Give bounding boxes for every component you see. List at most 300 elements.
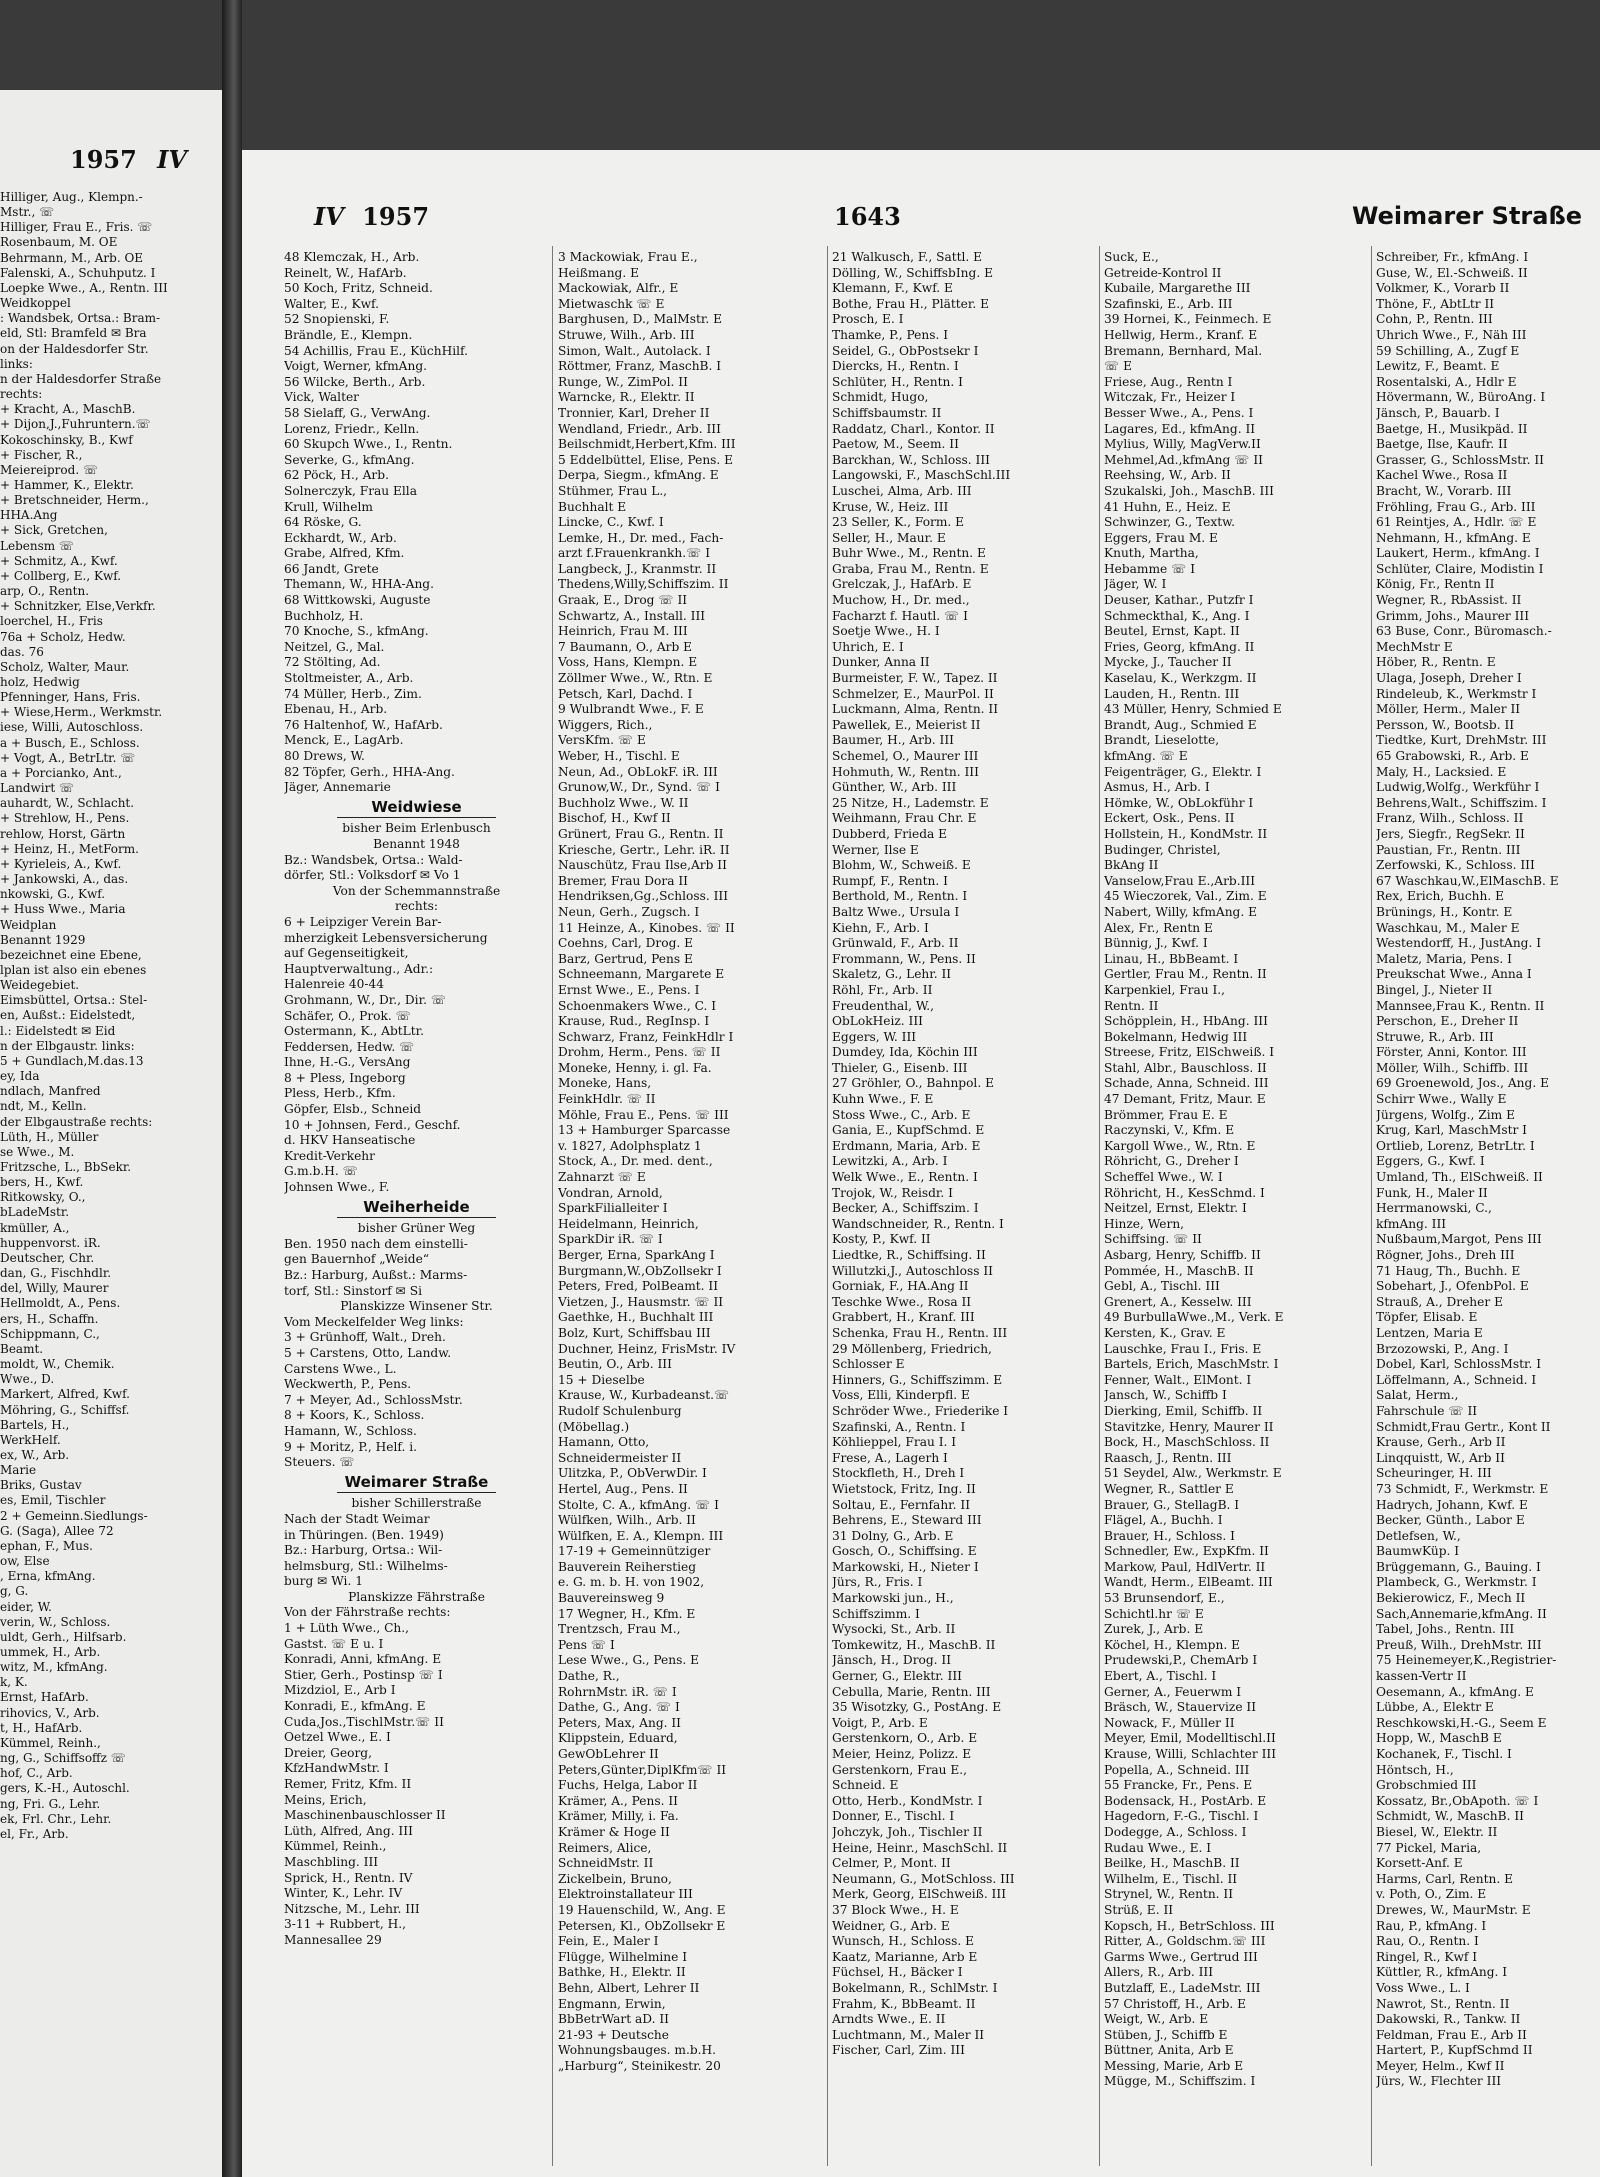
directory-entry: Budinger, Christel, [1104, 842, 1221, 857]
street-note: rechts: [395, 899, 438, 914]
directory-entry: Jäger, W. I [1104, 577, 1167, 592]
directory-entry: Korsett-Anf. E [1376, 1856, 1463, 1871]
directory-entry: Feigenträger, G., Elektr. I [1104, 764, 1262, 779]
directory-entry: Weckwerth, P., Pens. [284, 1377, 412, 1392]
directory-entry: Kopsch, H., BetrSchloss. III [1104, 1918, 1275, 1933]
directory-entry: Schlüter, Claire, Modistin I [1376, 561, 1544, 576]
directory-entry: Mietwaschk ☏ E [558, 296, 665, 311]
directory-entry: 77 Pickel, Maria, [1376, 1840, 1482, 1855]
directory-entry: Lewitzki, A., Arb. I [832, 1154, 948, 1169]
directory-entry: Gosch, O., Schiffsing. E [832, 1544, 977, 1559]
directory-entry: + Huss Wwe., Maria [0, 902, 126, 917]
directory-entry: Baetge, Ilse, Kaufr. II [1376, 437, 1508, 452]
directory-entry: Büttner, Anita, Arb E [1104, 2043, 1234, 2058]
directory-entry: torf, Stl.: Sinstorf ✉ Si [284, 1283, 423, 1298]
directory-entry: Köchel, H., Klempn. E [1104, 1637, 1240, 1652]
directory-entry: Mannsee,Frau K., Rentn. II [1376, 998, 1545, 1013]
directory-entry: huppenvorst. iR. [0, 1235, 101, 1250]
directory-entry: Krämer & Hoge II [558, 1824, 670, 1839]
directory-entry: 48 Klemczak, H., Arb. [284, 250, 420, 264]
directory-entry: Soltau, E., Fernfahr. II [832, 1497, 971, 1512]
directory-entry: Freudenthal, W., [832, 998, 935, 1013]
directory-entry: Hertel, Aug., Pens. II [558, 1481, 688, 1496]
directory-entry: ndt, M., Kelln. [0, 1099, 87, 1114]
directory-entry: ng, Fri. G., Lehr. [0, 1796, 101, 1811]
directory-entry: Gastst. ☏ E u. I [284, 1636, 384, 1651]
directory-entry: Derpa, Siegm., kfmAng. E [558, 468, 719, 483]
directory-entry: Rosentalski, A., Hdlr E [1376, 374, 1517, 389]
directory-entry: Bräsch, W., Stauervize II [1104, 1700, 1257, 1715]
directory-entry: Tronnier, Karl, Dreher II [558, 405, 710, 420]
directory-entry: Klippstein, Eduard, [558, 1731, 678, 1746]
directory-entry: Kruse, W., Heiz. III [832, 499, 949, 514]
directory-entry: iese, Willi, Autoschloss. [0, 720, 144, 735]
directory-entry: Thamke, P., Pens. I [832, 327, 949, 342]
directory-entry: Reehsing, W., Arb. II [1104, 468, 1231, 483]
directory-entry: Stoss Wwe., C., Arb. E [832, 1107, 971, 1122]
directory-entry: Barz, Gertrud, Pens E [558, 951, 693, 966]
directory-entry: Tiedtke, Kurt, DrehMstr. III [1376, 733, 1547, 748]
directory-entry: Jänsch, H., Drog. II [832, 1653, 952, 1668]
directory-entry: Ritkowsky, O., [0, 1190, 86, 1205]
directory-entry: + Jankowski, A., das. [0, 872, 129, 887]
directory-entry: Cebulla, Marie, Rentn. III [832, 1684, 991, 1699]
directory-entry: Burgmann,W.,ObZollsekr I [558, 1263, 722, 1278]
directory-entry: Szafinski, A., Rentn. I [832, 1419, 966, 1434]
directory-entry: Brandt, Aug., Schmied E [1104, 717, 1257, 732]
directory-entry: Cuda,Jos.,TischlMstr.☏ II [284, 1714, 444, 1729]
directory-entry: Trojok, W., Reisdr. I [832, 1185, 953, 1200]
right-page-roman: IV [314, 202, 344, 231]
directory-entry: Meins, Erich, [284, 1792, 367, 1807]
left-page-roman: IV [157, 145, 188, 174]
directory-entry: Duchner, Heinz, FrisMstr. IV [558, 1341, 736, 1356]
directory-entry: Erdmann, Maria, Arb. E [832, 1138, 981, 1153]
directory-entry: gers, K.-H., Autoschl. [0, 1781, 130, 1796]
directory-entry: Strauß, A., Dreher E [1376, 1294, 1503, 1309]
directory-entry: ow, Else [0, 1554, 50, 1569]
directory-entry: Scholz, Walter, Maur. [0, 659, 130, 674]
directory-entry: Berger, Erna, SparkAng I [558, 1248, 715, 1262]
directory-entry: Lüth, Alfred, Ang. III [284, 1823, 413, 1838]
directory-entry: Allers, R., Arb. III [1104, 1965, 1214, 1980]
directory-entry: Schichtl.hr ☏ E [1104, 1606, 1204, 1621]
directory-entry: Nabert, Willy, kfmAng. E [1104, 904, 1257, 919]
directory-entry: + Schnitzker, Else,Verkfr. [0, 599, 156, 614]
directory-entry: der Elbgaustraße rechts: [0, 1114, 153, 1129]
directory-entry: Töpfer, Elisab. E [1376, 1310, 1478, 1325]
directory-entry: Schippmann, C., [0, 1326, 100, 1341]
directory-entry: Lewitz, F., Beamt. E [1376, 359, 1500, 374]
directory-entry: : Wandsbek, Ortsa.: Bram- [0, 311, 161, 326]
directory-entry: 71 Haug, Th., Buchh. E [1376, 1263, 1521, 1278]
directory-entry: Beamt. [0, 1341, 44, 1356]
directory-entry: Pommée, H., MaschB. II [1104, 1263, 1254, 1278]
directory-entry: Fein, E., Maler I [558, 1934, 659, 1949]
directory-entry: Brünings, H., Kontr. E [1376, 904, 1513, 919]
directory-entry: Meyer, Emil, Modelltischl.II [1104, 1731, 1276, 1746]
directory-entry: Persson, W., Bootsb. II [1376, 717, 1515, 732]
directory-entry: Neitzel, Ernst, Elektr. I [1104, 1201, 1247, 1216]
directory-entry: 9 + Moritz, P., Helf. i. [284, 1439, 418, 1454]
directory-entry: Thieler, G., Eisenb. III [832, 1060, 968, 1075]
directory-entry: Prosch, E. I [832, 312, 904, 327]
directory-entry: (Möbellag.) [558, 1419, 630, 1434]
directory-entry: Dathe, R., [558, 1669, 620, 1684]
directory-entry: Szukalski, Joh., MaschB. III [1104, 483, 1274, 498]
directory-entry: Rudolf Schulenburg [558, 1403, 682, 1418]
directory-entry: Baltz Wwe., Ursula I [832, 904, 960, 919]
directory-entry: Bekierowicz, F., Mech II [1376, 1591, 1526, 1606]
directory-entry: Landwirt ☏ [0, 781, 75, 796]
directory-entry: Krause, Rud., RegInsp. I [558, 1014, 710, 1029]
directory-entry: Hauptverwaltung., Adr.: [284, 961, 434, 976]
directory-entry: el, Fr., Arb. [0, 1826, 69, 1841]
directory-entry: + Vogt, A., BetrLtr. ☏ [0, 750, 136, 765]
directory-entry: Schemel, O., Maurer III [832, 749, 979, 763]
directory-entry: BkAng II [1104, 858, 1159, 873]
directory-entry: Rau, O., Rentn. I [1376, 1934, 1479, 1949]
directory-entry: Bünnig, J., Kwf. I [1104, 936, 1208, 951]
directory-entry: Schlosser E [832, 1357, 905, 1372]
directory-entry: 61 Reintjes, A., Hdlr. ☏ E [1376, 515, 1537, 530]
directory-entry: Alex, Fr., Rentn E [1104, 920, 1213, 935]
column-divider [552, 246, 553, 2166]
directory-entry: Liedtke, R., Schiffsing. II [832, 1248, 986, 1262]
directory-entry: 23 Seller, K., Form. E [832, 515, 965, 530]
directory-entry: Weidegebiet. [0, 978, 80, 993]
directory-entry: Hinners, G., Schiffszimm. E [832, 1372, 1003, 1387]
directory-entry: eider, W. [0, 1599, 52, 1614]
directory-entry: Hopp, W., MaschB E [1376, 1731, 1502, 1746]
directory-entry: Weidkoppel [0, 296, 71, 311]
directory-entry: Preukschat Wwe., Anna I [1376, 967, 1532, 982]
directory-entry: 7 Baumann, O., Arb E [558, 639, 693, 654]
directory-entry: Voss Wwe., L. I [1376, 1980, 1470, 1995]
directory-entry: Schmidt, W., MaschB. II [1376, 1809, 1524, 1824]
directory-entry: 72 Stölting, Ad. [284, 655, 381, 670]
directory-entry: 6 + Leipziger Verein Bar- [284, 914, 442, 929]
directory-entry: Wietstock, Fritz, Ing. II [832, 1481, 976, 1496]
directory-entry: Rau, P., kfmAng. I [1376, 1918, 1487, 1933]
directory-entry: + Fischer, R., [0, 447, 83, 462]
directory-entry: BaumwKüp. I [1376, 1544, 1460, 1559]
directory-entry: Walter, E., Kwf. [284, 296, 379, 311]
directory-entry: Lemke, H., Dr. med., Fach- [558, 530, 724, 545]
directory-entry: Grünwald, F., Arb. II [832, 936, 959, 951]
directory-entry: Lauschke, Frau I., Fris. E [1104, 1341, 1262, 1356]
directory-entry: 5 + Carstens, Otto, Landw. [284, 1345, 452, 1360]
directory-entry: kmüller, A., [0, 1220, 70, 1235]
directory-entry: 5 + Gundlach,M.das.13 [0, 1053, 144, 1068]
directory-entry: Ihne, H.-G., VersAng [284, 1055, 411, 1070]
directory-entry: Weidner, G., Arb. E [832, 1918, 950, 1933]
directory-entry: Umland, Th., ElSchweiß. II [1376, 1170, 1543, 1185]
directory-entry: Behrens, E., Steward III [832, 1513, 982, 1528]
directory-entry: Detlefsen, W., [1376, 1528, 1461, 1543]
directory-entry: Franz, Wilh., Schloss. II [1376, 811, 1524, 826]
directory-entry: Herrmanowski, C., [1376, 1201, 1492, 1216]
directory-entry: ex, W., Arb. [0, 1447, 70, 1462]
directory-entry: Becker, Günth., Labor E [1376, 1513, 1525, 1528]
directory-entry: Wysocki, St., Arb. II [832, 1622, 956, 1637]
directory-entry: Beutin, O., Arb. III [558, 1357, 672, 1372]
directory-entry: 76a + Scholz, Hedw. [0, 629, 126, 644]
directory-entry: Heidelmann, Heinrich, [558, 1216, 699, 1231]
directory-entry: Raasch, J., Rentn. III [1104, 1450, 1232, 1465]
directory-entry: Willutzki,J., Autoschloss II [832, 1263, 993, 1278]
directory-entry: Zahnarzt ☏ E [558, 1170, 646, 1185]
directory-entry: Bokelmann, Hedwig III [1104, 1029, 1248, 1044]
directory-entry: Heine, Heinr., MaschSchl. II [832, 1840, 1008, 1855]
directory-entry: 51 Seydel, Alw., Werkmstr. E [1104, 1466, 1282, 1481]
column-divider [1371, 246, 1372, 2166]
directory-entry: Höntsch, H., [1376, 1762, 1454, 1777]
directory-entry: Krause, W., Kurbadeanst.☏ [558, 1388, 730, 1403]
directory-entry: Markert, Alfred, Kwf. [0, 1387, 130, 1402]
directory-entry: rechts: [0, 387, 43, 402]
directory-entry: Buchholz, H. [284, 608, 364, 623]
directory-entry: Wendland, Friedr., Arb. III [558, 421, 721, 436]
directory-entry: Schlüter, H., Rentn. I [832, 374, 963, 389]
directory-entry: Hadrych, Johann, Kwf. E [1376, 1497, 1528, 1512]
directory-entry: Dumdey, Ida, Köchin III [832, 1045, 978, 1060]
directory-entry: dan, G., Fischhdlr. [0, 1266, 112, 1281]
directory-entry: Oetzel Wwe., E. I [284, 1730, 391, 1745]
directory-entry: Meiereiprod. ☏ [0, 462, 98, 477]
directory-entry: Laukert, Herm., kfmAng. I [1376, 546, 1540, 561]
directory-entry: Fahrschule ☏ II [1376, 1403, 1478, 1418]
directory-entry: 66 Jandt, Grete [284, 561, 379, 576]
directory-entry: + Hammer, K., Elektr. [0, 477, 134, 492]
directory-entry: Möller, Herm., Maler II [1376, 702, 1521, 717]
directory-entry: G. (Saga), Allee 72 [0, 1523, 114, 1538]
directory-entry: Werner, Ilse E [832, 842, 919, 857]
directory-entry: a + Porcianko, Ant., [0, 765, 122, 780]
directory-entry: Plambeck, G., Werkmstr. I [1376, 1575, 1537, 1590]
directory-entry: 53 Brunsendorf, E., [1104, 1591, 1225, 1606]
directory-entry: Hömke, W., ObLokführ I [1104, 795, 1254, 810]
directory-entry: g, G. [0, 1584, 29, 1599]
directory-entry: Linqquistt, W., Arb II [1376, 1450, 1505, 1465]
directory-entry: Pens ☏ I [558, 1637, 615, 1652]
directory-entry: 52 Snopienski, F. [284, 312, 390, 327]
directory-entry: Bz.: Harburg, Außst.: Marms- [284, 1268, 468, 1282]
directory-entry: 31 Dolny, G., Arb. E [832, 1528, 954, 1543]
directory-entry: 55 Francke, Fr., Pens. E [1104, 1778, 1253, 1793]
directory-entry: Krämer, Milly, i. Fa. [558, 1809, 679, 1824]
directory-entry: Bokelmann, R., SchlMstr. I [832, 1980, 998, 1995]
directory-entry: Schade, Anna, Schneid. III [1104, 1076, 1269, 1091]
directory-entry: Zerfowski, K., Schloss. III [1376, 858, 1535, 873]
directory-entry: Schiffsbaumstr. II [832, 405, 942, 420]
directory-entry: WerkHelf. [0, 1432, 61, 1447]
directory-entry: Uhrich Wwe., F., Näh III [1376, 327, 1527, 342]
directory-entry: Lebensm ☏ [0, 538, 74, 553]
directory-entry: Drohm, Herm., Pens. ☏ II [558, 1045, 721, 1060]
directory-entry: Schmeckthal, K., Ang. I [1104, 608, 1250, 623]
directory-entry: Biesel, W., Elektr. II [1376, 1824, 1498, 1839]
directory-entry: Konradi, E., kfmAng. E [284, 1699, 426, 1714]
directory-entry: Stoltmeister, A., Arb. [284, 671, 414, 686]
directory-entry: d. HKV Hanseatische [284, 1133, 416, 1148]
directory-entry: Flügge, Wilhelmine I [558, 1949, 688, 1964]
directory-entry: Behrmann, M., Arb. OE [0, 250, 144, 265]
directory-entry: Simon, Walt., Autolack. I [558, 343, 711, 358]
directory-entry: 60 Skupch Wwe., I., Rentn. [284, 437, 453, 452]
directory-entry: Löffelmann, A., Schneid. I [1376, 1372, 1537, 1387]
directory-entry: rihovics, V., Arb. [0, 1705, 100, 1720]
directory-entry: Sprick, H., Rentn. IV [284, 1870, 413, 1885]
directory-entry: Hövermann, W., BüroAng. I [1376, 390, 1546, 405]
directory-entry: Meyer, Helm., Kwf II [1376, 2058, 1505, 2073]
directory-entry: Buchholz Wwe., W. II [558, 795, 689, 810]
directory-entry: Otto, Herb., KondMstr. I [832, 1793, 983, 1808]
directory-entry: Rindeleub, K., Werkmstr I [1376, 686, 1537, 701]
directory-entry: Grabe, Alfred, Kfm. [284, 546, 405, 561]
directory-column-3 [832, 250, 1096, 2059]
directory-entry: Popella, A., Schneid. III [1104, 1762, 1250, 1777]
right-page-header-left [314, 202, 429, 231]
directory-entry: Wohnungsbauges. m.b.H. [558, 2043, 717, 2058]
directory-entry: Schneemann, Margarete E [558, 967, 725, 982]
directory-entry: Peters,Günter,DiplKfm☏ II [558, 1762, 727, 1777]
directory-entry: auhardt, W., Schlacht. [0, 796, 135, 811]
directory-entry: Lorenz, Friedr., Kelln. [284, 421, 420, 436]
directory-entry: nkowski, G., Kwf. [0, 887, 106, 902]
directory-entry: Dubberd, Frieda E [832, 826, 948, 841]
directory-entry: se Wwe., M. [0, 1144, 75, 1159]
directory-entry: ☏ E [1104, 359, 1133, 374]
directory-entry: Bock, H., MaschSchloss. II [1104, 1435, 1270, 1450]
directory-entry: Jers, Siegfr., RegSekr. II [1376, 826, 1525, 841]
directory-entry: Thedens,Willy,Schiffszim. II [558, 577, 729, 592]
directory-entry: Gerner, A., Feuerwm I [1104, 1684, 1242, 1699]
directory-entry: ObLokHeiz. III [832, 1014, 923, 1029]
directory-entry: Kümmel, Reinh., [0, 1735, 101, 1750]
directory-entry: 63 Buse, Conr., Büromasch.- [1376, 624, 1552, 639]
directory-entry: 45 Wieczorek, Val., Zim. E [1104, 889, 1267, 904]
directory-entry: Jürs, R., Fris. I [832, 1575, 923, 1590]
street-heading: Weidwiese [371, 799, 462, 816]
directory-entry: Lübbe, A., Elektr E [1376, 1700, 1494, 1715]
directory-entry: bezeichnet eine Ebene, [0, 947, 142, 962]
directory-entry: Strüß, E. II [1104, 1902, 1174, 1917]
directory-entry: 74 Müller, Herb., Zim. [284, 686, 422, 701]
directory-entry: Hohmuth, W., Rentn. III [832, 764, 979, 779]
directory-entry: Stier, Gerh., Postinsp ☏ I [284, 1667, 443, 1682]
directory-entry: Maly, H., Lacksied. E [1376, 764, 1507, 779]
directory-entry: Reschkowski,H.-G., Seem E [1376, 1715, 1547, 1730]
directory-entry: Günther, W., Arb. III [832, 780, 957, 795]
directory-entry: + Kyrieleis, A., Kwf. [0, 856, 122, 871]
directory-entry: Wunsch, H., Schloss. E [832, 1934, 975, 1949]
directory-entry: Tabel, Johs., Rentn. III [1376, 1622, 1515, 1637]
directory-entry: 70 Knoche, S., kfmAng. [284, 624, 429, 639]
directory-entry: Hellmoldt, A., Pens. [0, 1296, 121, 1311]
directory-entry: ng, G., Schiffsoffz ☏ [0, 1751, 126, 1766]
directory-entry: Harms, Carl, Rentn. E [1376, 1871, 1513, 1886]
directory-entry: Berthold, M., Rentn. I [832, 889, 968, 904]
directory-entry: Fenner, Walt., ElMont. I [1104, 1372, 1252, 1387]
directory-entry: Celmer, P., Mont. II [832, 1856, 951, 1871]
directory-entry: Vanselow,Frau E.,Arb.III [1104, 873, 1256, 888]
directory-entry: Sobehart, J., OfenbPol. E [1376, 1279, 1529, 1294]
directory-entry: Peters, Fred, PolBeamt. II [558, 1279, 719, 1294]
directory-entry: Engmann, Erwin, [558, 1996, 666, 2011]
directory-entry: Brändle, E., Klempn. [284, 327, 413, 342]
directory-entry: Uhrich, E. I [832, 639, 904, 654]
directory-entry: 25 Nitze, H., Lademstr. E [832, 795, 989, 810]
directory-entry: Welk Wwe., E., Rentn. I [832, 1170, 978, 1185]
directory-entry: 39 Hornei, K., Feinmech. E [1104, 312, 1272, 327]
directory-entry: Kosty, P., Kwf. II [832, 1232, 931, 1247]
directory-entry: Krull, Wilhelm [284, 499, 373, 514]
directory-entry: Schmelzer, E., MaurPol. II [832, 686, 994, 701]
street-note: Benannt 1948 [373, 836, 460, 851]
directory-entry: Grabbert, H., Kranf. III [832, 1310, 975, 1325]
directory-entry: Frahm, K., BbBeamt. II [832, 1996, 976, 2011]
directory-entry: Gebl, A., Tischl. III [1104, 1279, 1220, 1294]
directory-entry: Langowski, F., MaschSchl.III [832, 468, 1011, 483]
directory-entry: Ortlieb, Lorenz, BetrLtr. I [1376, 1138, 1535, 1153]
left-page-year: 1957 [70, 145, 137, 174]
directory-entry: Lentzen, Maria E [1376, 1325, 1483, 1340]
directory-entry: Schoenmakers Wwe., C. I [558, 998, 717, 1013]
directory-entry: Behn, Albert, Lehrer II [558, 1980, 700, 1995]
directory-entry: KfzHandwMstr. I [284, 1761, 389, 1776]
directory-entry: Ringel, R., Kwf I [1376, 1949, 1478, 1964]
directory-entry: Warncke, R., Elektr. II [558, 390, 695, 405]
directory-entry: + Sick, Gretchen, [0, 523, 108, 538]
directory-entry: Messing, Marie, Arb E [1104, 2058, 1244, 2073]
directory-entry: Witczak, Fr., Heizer I [1104, 390, 1236, 405]
directory-entry: Wülfken, Wilh., Arb. II [558, 1513, 696, 1528]
directory-entry: Moneke, Henny, i. gl. Fa. [558, 1060, 712, 1075]
directory-entry: Drewes, W., MaurMstr. E [1376, 1902, 1531, 1917]
directory-entry: Grelczak, J., HafArb. E [832, 577, 972, 592]
directory-entry: 50 Koch, Fritz, Schneid. [284, 281, 433, 296]
directory-entry: Feldman, Frau E., Arb II [1376, 2027, 1527, 2042]
directory-entry: Schenka, Frau H., Rentn. III [832, 1325, 1008, 1340]
directory-entry: Wandt, Herm., ElBeamt. III [1104, 1575, 1273, 1590]
directory-entry: Dierking, Emil, Schiffb. II [1104, 1403, 1263, 1418]
directory-entry: Weihmann, Frau Chr. E [832, 811, 977, 826]
directory-entry: Maschinenbauschlosser II [284, 1808, 446, 1823]
directory-entry: 7 + Meyer, Ad., SchlossMstr. [284, 1392, 463, 1407]
directory-entry: Markow, Paul, HdlVertr. II [1104, 1559, 1266, 1574]
directory-entry: MechMstr E [1376, 639, 1453, 654]
directory-entry: Jürgens, Wolfg., Zim E [1376, 1107, 1515, 1122]
directory-entry: ey, Ida [0, 1069, 40, 1084]
directory-entry: Wegner, R., Sattler E [1104, 1481, 1234, 1496]
directory-entry: Krämer, A., Pens. II [558, 1793, 678, 1808]
book-gutter [222, 0, 242, 2177]
heading-rule [337, 817, 496, 818]
directory-entry: Frese, A., Lagerh I [832, 1450, 948, 1465]
directory-entry: Stolte, C. A., kfmAng. ☏ I [558, 1497, 719, 1512]
directory-entry: Pfenninger, Hans, Fris. [0, 690, 141, 705]
directory-entry: Hilliger, Frau E., Fris. ☏ [0, 220, 153, 235]
directory-entry: Karpenkiel, Frau I., [1104, 982, 1226, 997]
directory-entry: 3 + Grünhoff, Walt., Dreh. [284, 1330, 446, 1345]
directory-entry: es, Emil, Tischler [0, 1493, 106, 1508]
street-note: bisher Schillerstraße [351, 1496, 482, 1511]
directory-entry: Heinrich, Frau M. III [558, 624, 688, 639]
directory-entry: Klemann, F., Kwf. E [832, 281, 953, 296]
directory-entry: Hamann, Otto, [558, 1435, 650, 1450]
directory-entry: Ulaga, Joseph, Dreher I [1376, 671, 1522, 686]
